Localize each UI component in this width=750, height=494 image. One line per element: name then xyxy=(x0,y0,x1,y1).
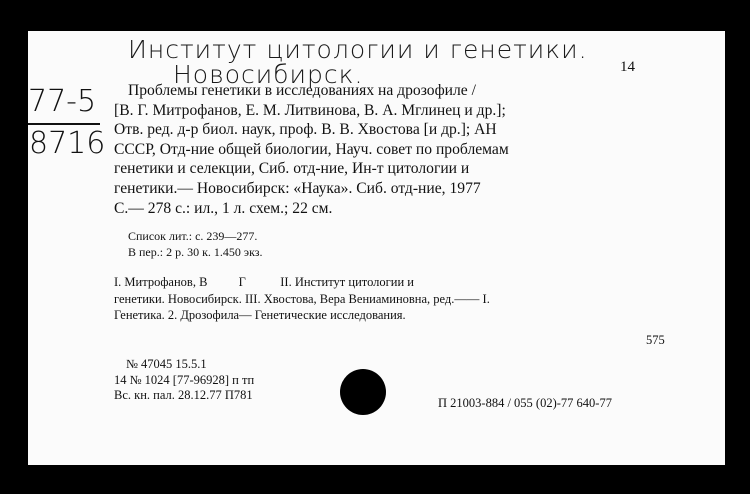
description-line: [В. Г. Митрофанов, Е. М. Литвинова, В. А. Мглинец и др.]; xyxy=(114,101,506,119)
index-code: П 21003-884 / 055 (02)-77 640-77 xyxy=(438,396,612,410)
call-number-divider xyxy=(28,123,100,125)
description-line: С.— 278 с.: ил., 1 л. схем.; 22 см. xyxy=(114,199,333,217)
description-line: генетики и селекции, Сиб. отд-ние, Ин-т цитологии и xyxy=(114,160,470,178)
detail-line: № 47045 15.5.1 xyxy=(126,357,207,371)
tracing-line: I. Митрофанов, В Г II. Институт цитологии и xyxy=(114,275,414,289)
catalog-card xyxy=(28,31,725,465)
description-line: Проблемы генетики в исследованиях на дрозофиле / xyxy=(128,82,476,99)
page-number: 14 xyxy=(620,59,635,75)
detail-line: 14 № 1024 [77-96928] п тп xyxy=(114,373,255,387)
tracing-line: Генетика. 2. Дрозофила— Генетические исследования. xyxy=(114,308,406,322)
description-line: СССР, Отд-ние общей биологии, Науч. совет по проблемам xyxy=(114,140,509,158)
call-number-bottom: 8716 xyxy=(29,126,106,161)
handwritten-institute: Институт цитологии и генетики. xyxy=(128,35,588,64)
bibliography-note: Список лит.: с. 239—277. xyxy=(128,229,258,243)
price-note: В пер.: 2 р. 30 к. 1.450 экз. xyxy=(128,245,263,259)
handwritten-city: Новосибирск. xyxy=(173,60,364,89)
number-575: 575 xyxy=(646,333,665,347)
detail-line: Вс. кн. пал. 28.12.77 П781 xyxy=(114,388,253,402)
punch-hole xyxy=(340,369,386,415)
call-number-top: 77-5 xyxy=(28,84,97,119)
tracing-line: генетики. Новосибирск. III. Хвостова, Вера Вениаминовна, ред.—— I. xyxy=(114,292,490,306)
main-description xyxy=(114,81,674,218)
description-line: Отв. ред. д-р биол. наук, проф. В. В. Хвостова [и др.]; АН xyxy=(114,121,497,139)
description-line: генетики.— Новосибирск: «Наука». Сиб. отд-ние, 1977 xyxy=(114,179,481,197)
